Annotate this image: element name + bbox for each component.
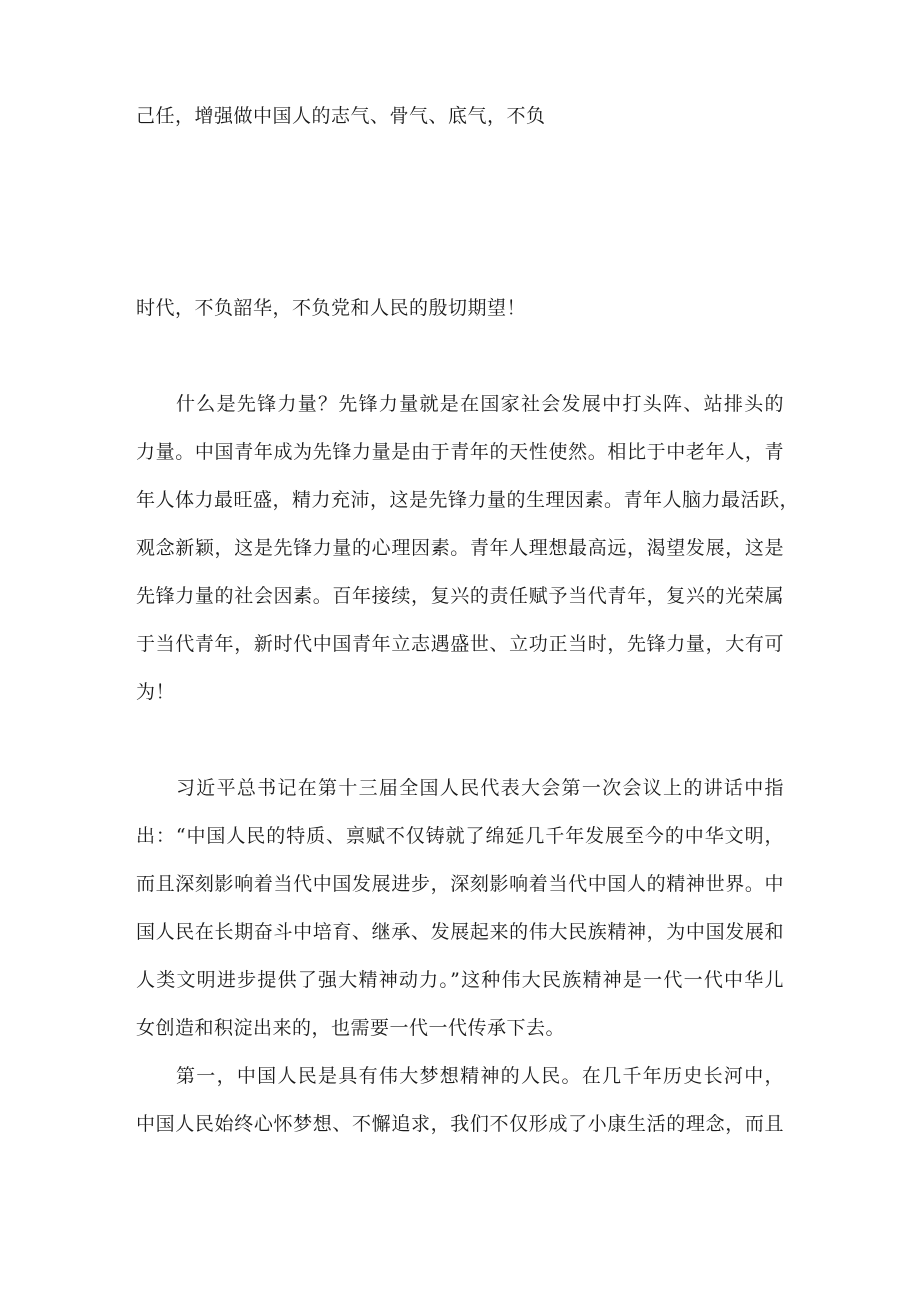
text-line: 女创造和积淀出来的，也需要一代一代传承下去。 <box>136 1017 566 1039</box>
text-line: 什么是先锋力量？先锋力量就是在国家社会发展中打头阵、站排头的 <box>176 393 784 415</box>
text-line: 人类文明进步提供了强大精神动力。”这种伟大民族精神是一代一代中华儿 <box>136 969 784 991</box>
text-line: 而且深刻影响着当代中国发展进步，深刻影响着当代中国人的精神世界。中 <box>136 873 784 895</box>
text-line: 力量。中国青年成为先锋力量是由于青年的天性使然。相比于中老年人，青 <box>136 441 784 463</box>
text-line: 于当代青年，新时代中国青年立志遇盛世、立功正当时，先锋力量，大有可 <box>136 633 784 655</box>
text-line: 中国人民始终心怀梦想、不懈追求，我们不仅形成了小康生活的理念，而且 <box>136 1113 784 1135</box>
text-line: 国人民在长期奋斗中培育、继承、发展起来的伟大民族精神，为中国发展和 <box>136 921 784 943</box>
text-line: 观念新颖，这是先锋力量的心理因素。青年人理想最高远，渴望发展，这是 <box>136 537 784 559</box>
text-line: 年人体力最旺盛，精力充沛，这是先锋力量的生理因素。青年人脑力最活跃， <box>136 489 800 511</box>
text-line: 习近平总书记在第十三届全国人民代表大会第一次会议上的讲话中指 <box>176 777 784 799</box>
text-line: 出：“中国人民的特质、禀赋不仅铸就了绵延几千年发展至今的中华文明， <box>136 825 784 847</box>
text-line: 第一，中国人民是具有伟大梦想精神的人民。在几千年历史长河中， <box>176 1065 784 1087</box>
text-line: 己任，增强做中国人的志气、骨气、底气，不负 <box>136 105 546 127</box>
text-line: 时代，不负韶华，不负党和人民的殷切期望！ <box>136 297 527 319</box>
text-line: 先锋力量的社会因素。百年接续，复兴的责任赋予当代青年，复兴的光荣属 <box>136 585 784 607</box>
text-line: 为！ <box>136 681 176 703</box>
